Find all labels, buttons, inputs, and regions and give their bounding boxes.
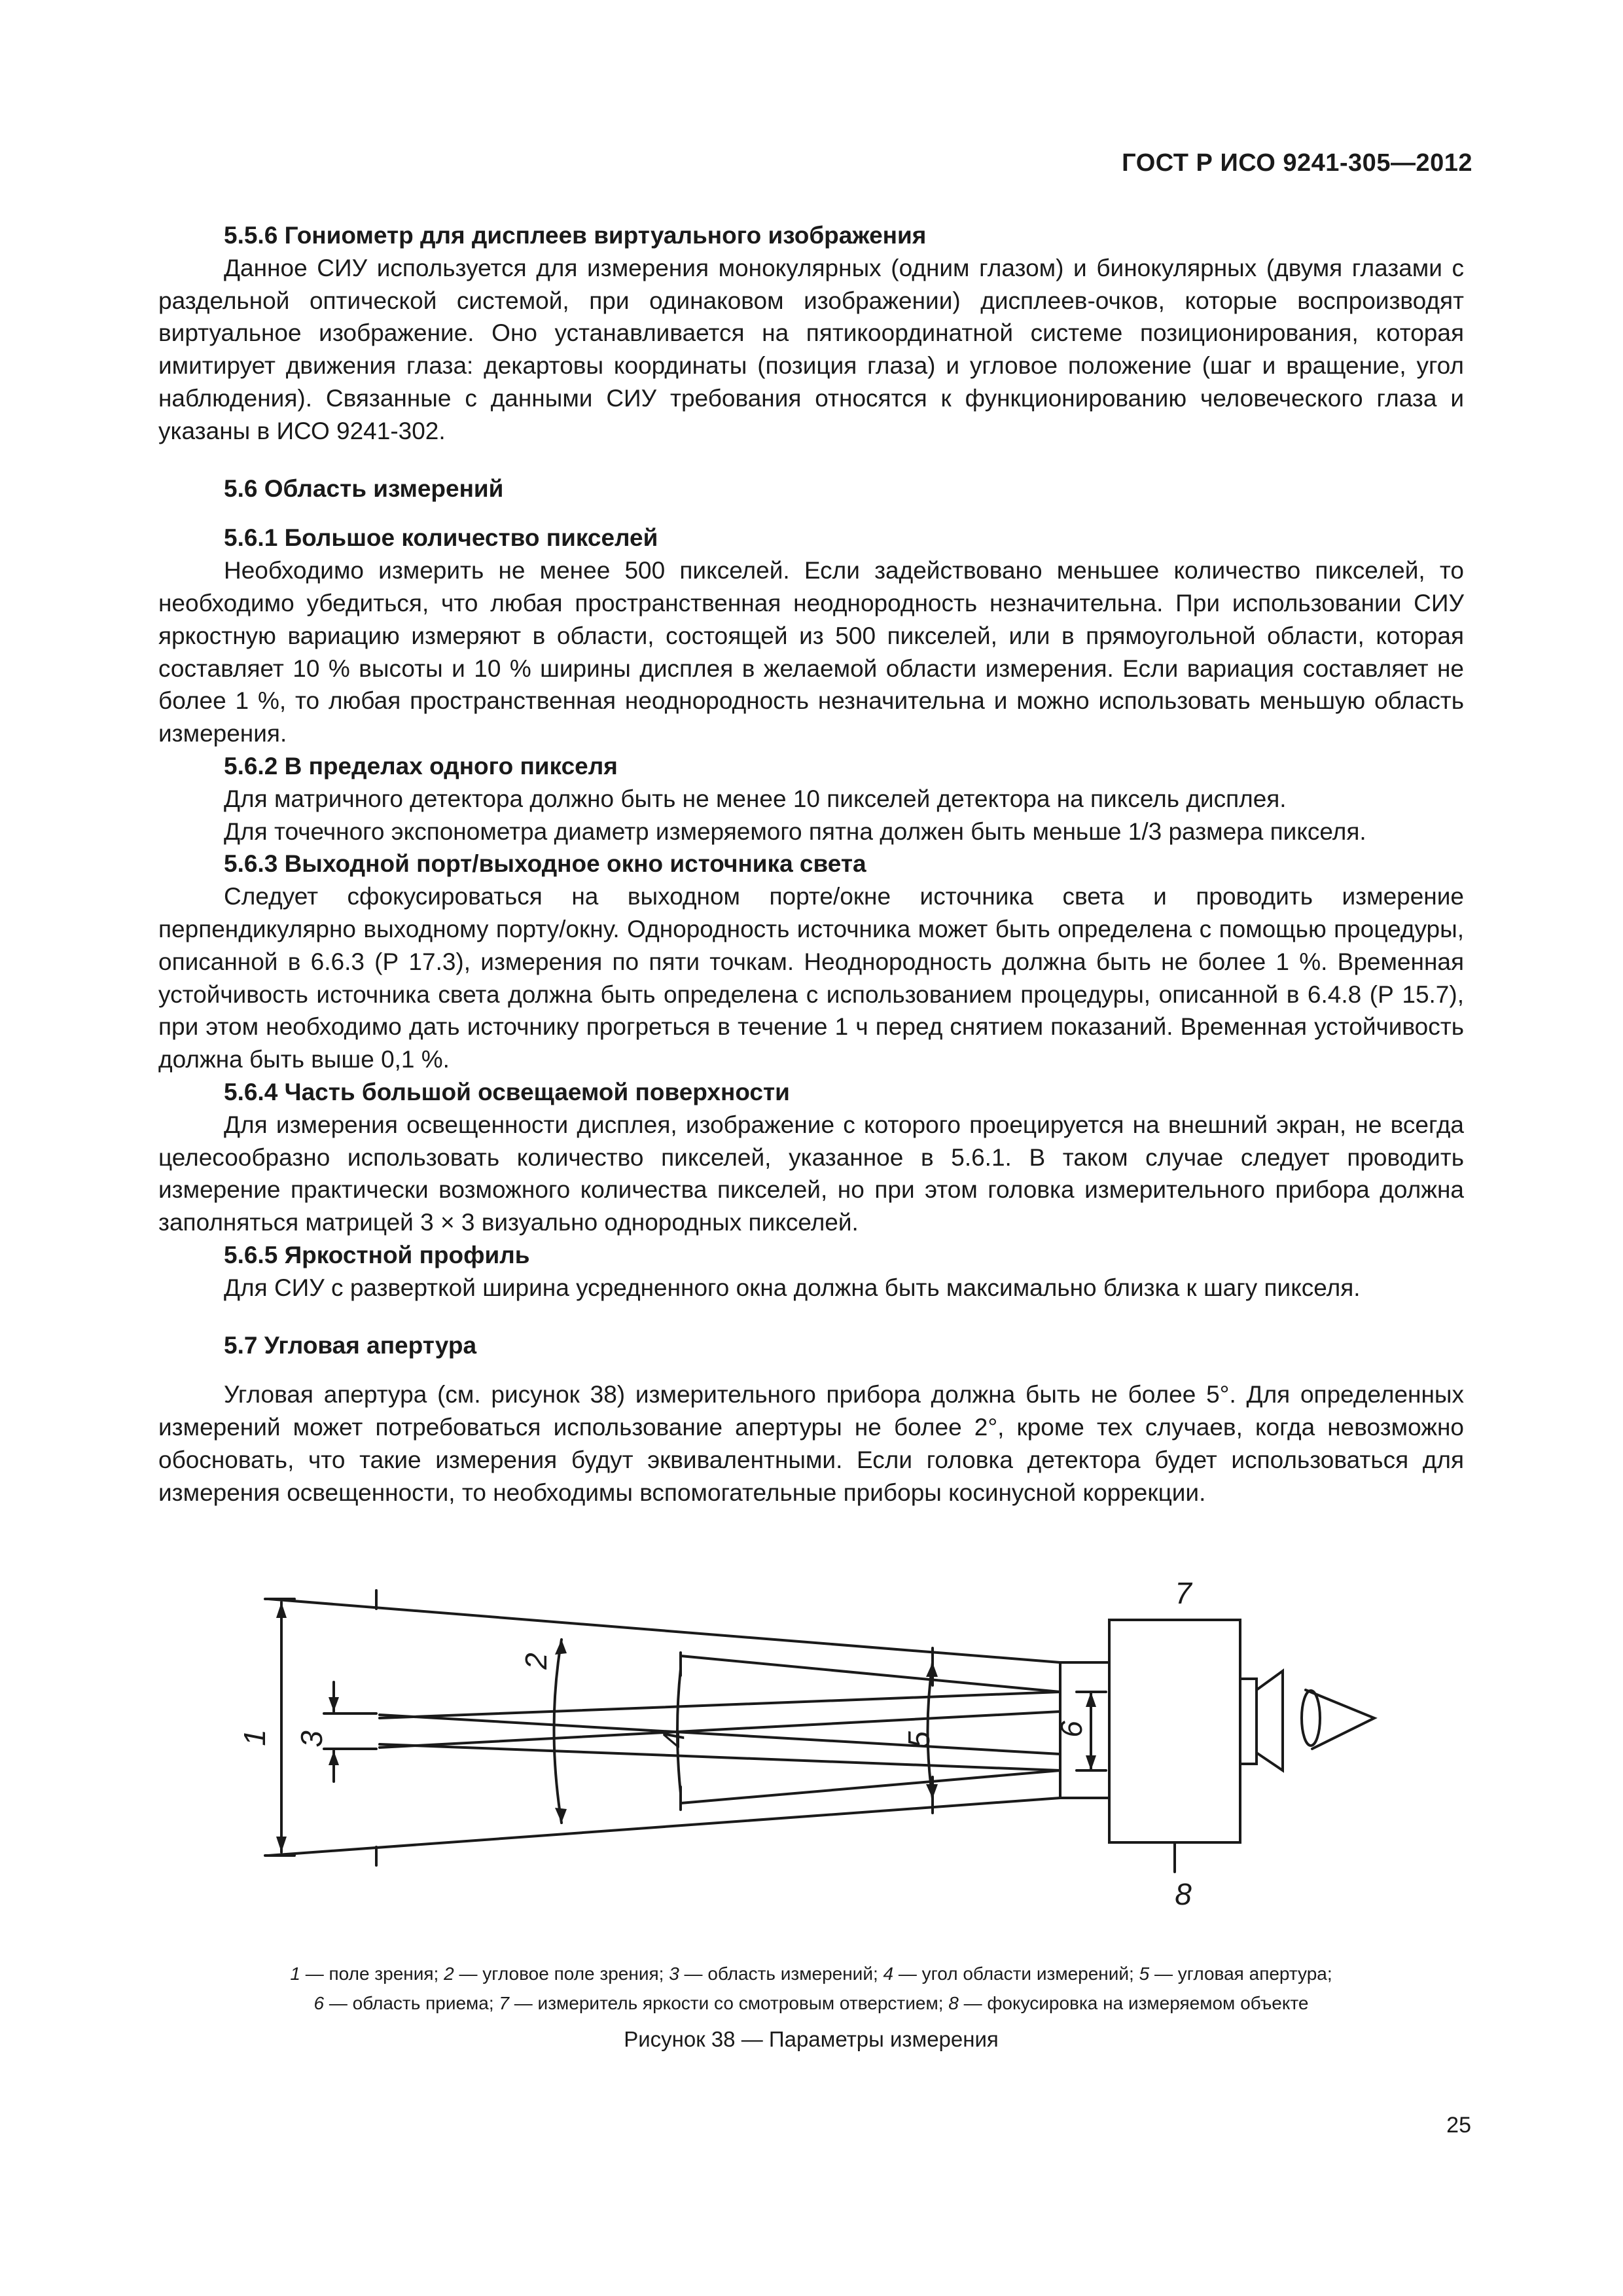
paragraph-5-7: Угловая апертура (см. рисунок 38) измерительного прибора должна быть не более 5°. Для определенных измерений может потребоваться использование апертуры не более 2°, кроме тех случаев, когда невозможно обосновать, что такие измерения будут эквивалентными. Если головка детектора будет использоваться для измерения освещенности, то необходимы вспомогательные приборы косинусной коррекции. bbox=[158, 1381, 1464, 1506]
legend-text-2: — угловое поле зрения; bbox=[454, 1964, 669, 1984]
legend-num-6: 6 bbox=[313, 1993, 325, 2013]
legend-line-2 bbox=[158, 1988, 1464, 2018]
paragraph-5-6-2-a: Для матричного детектора должно быть не менее 10 пикселей детектора на пиксель дисплея. bbox=[224, 785, 1287, 812]
figure-legend bbox=[158, 1959, 1464, 2018]
standard-header: ГОСТ Р ИСО 9241-305—2012 bbox=[1122, 149, 1472, 177]
page-number: 25 bbox=[1446, 2113, 1471, 2138]
heading-5-6-5: 5.6.5 Яркостной профиль bbox=[224, 1241, 530, 1268]
arrow-5-top bbox=[926, 1662, 938, 1677]
eyepiece-tube bbox=[1240, 1679, 1257, 1764]
arrow-6-bottom bbox=[1086, 1755, 1096, 1770]
figure-label-8: 8 bbox=[1175, 1877, 1192, 1911]
luminance-meter-body bbox=[1109, 1620, 1240, 1842]
legend-num-3: 3 bbox=[669, 1964, 679, 1984]
aperture-line-upper bbox=[681, 1656, 1060, 1692]
arrow-1-top bbox=[276, 1602, 287, 1618]
arrow-3-bottom bbox=[329, 1751, 339, 1765]
heading-5-6-1: 5.6.1 Большое количество пикселей bbox=[224, 524, 658, 552]
figure-label-1: 1 bbox=[238, 1729, 272, 1746]
legend-text-7: — измеритель яркости со смотровым отверстием; bbox=[509, 1993, 949, 2013]
legend-text-8: — фокусировка на измеряемом объекте bbox=[958, 1993, 1309, 2013]
legend-num-1: 1 bbox=[290, 1964, 300, 1984]
figure-label-7: 7 bbox=[1175, 1577, 1192, 1610]
fov-lower-line bbox=[268, 1798, 1060, 1856]
legend-text-5: — угловая апертура; bbox=[1149, 1964, 1332, 1984]
figure-label-6: 6 bbox=[1054, 1721, 1088, 1738]
heading-5-6: 5.6 Область измерений bbox=[224, 475, 504, 502]
arrow-1-bottom bbox=[276, 1837, 287, 1852]
paragraph-5-6-1: Необходимо измерить не менее 500 пикселей. Если задействовано меньшее количество пикселей, то необходимо убедиться, что любая пространственная неоднородность незначительна. При использовании СИУ яркостную вариацию измеряют в области, состоящей из 500 пикселей, или в прямоугольной области, которая составляет 10 % высоты и 10 % ширины дисплея в желаемой области измерения. Если вариация составляет не более 1 %, то любая пространственная неоднородность незначительна и можно использовать меньшую область измерения. bbox=[158, 557, 1464, 747]
paragraph-5-5-6: Данное СИУ используется для измерения монокулярных (одним глазом) и бинокулярных (двумя глазами с раздельной оптической системой, при одинаковом изображении) дисплеев-очков, которые воспроизводят виртуальное изображение. Оно устанавливается на пятикоординатной системе позиционирования, которая имитирует движения глаза: декартовы координаты (позиция глаза) и угловое положение (шаг и вращение, угол наблюдения). Связанные с данными СИУ требования относятся к функционированию человеческого глаза и указаны в ИСО 9241-302. bbox=[158, 254, 1464, 444]
heading-5-6-2: 5.6.2 В пределах одного пикселя bbox=[224, 752, 618, 780]
arrow-2-bottom bbox=[555, 1808, 567, 1823]
legend-text-1: — поле зрения; bbox=[300, 1964, 444, 1984]
eyepiece-cup bbox=[1257, 1671, 1283, 1770]
paragraph-5-6-3: Следует сфокусироваться на выходном порте/окне источника света и проводить измерение перпендикулярно выходному порту/окну. Однородность источника может быть определена с помощью процедуры, описанной в 6.6.3 (Р 17.3), измерения по пяти точкам. Неоднородность должна быть не более 1 %. Временная устойчивость источника света должна быть определена с использованием процедуры, описанной в 6.4.8 (Р 15.7), при этом необходимо дать источнику прогреться в течение 1 ч перед снятием показаний. Временная устойчивость должна быть выше 0,1 %. bbox=[158, 883, 1464, 1073]
legend-text-4: — угол области измерений; bbox=[893, 1964, 1139, 1984]
heading-5-6-4: 5.6.4 Часть большой освещаемой поверхности bbox=[224, 1078, 790, 1105]
fov-upper-line bbox=[268, 1599, 1060, 1662]
arc-2 bbox=[554, 1640, 562, 1823]
paragraph-5-6-5: Для СИУ с разверткой ширина усредненного окна должна быть максимально близка к шагу пикселя. bbox=[224, 1274, 1361, 1301]
area-line-3 bbox=[380, 1692, 1060, 1718]
legend-num-8: 8 bbox=[948, 1993, 959, 2013]
heading-5-6-3: 5.6.3 Выходной порт/выходное окно источника света bbox=[224, 850, 866, 878]
area-line-2 bbox=[380, 1712, 1060, 1748]
paragraph-5-6-4: Для измерения освещенности дисплея, изображение с которого проецируется на внешний экран, не всегда целесообразно использовать количество пикселей, указанное в 5.6.1. В таком случае следует проводить измерение практически возможного количества пикселей, но при этом головка измерительного прибора должна заполняться матрицей 3 × 3 визуально однородных пикселей. bbox=[158, 1111, 1464, 1236]
legend-num-7: 7 bbox=[499, 1993, 509, 2013]
heading-5-7: 5.7 Угловая апертура bbox=[224, 1331, 477, 1359]
figure-label-3: 3 bbox=[294, 1731, 329, 1748]
legend-num-5: 5 bbox=[1139, 1964, 1150, 1984]
legend-text-6: — область приема; bbox=[324, 1993, 499, 2013]
arrow-2-top bbox=[555, 1640, 567, 1655]
figure-38-diagram bbox=[0, 1577, 1623, 1944]
figure-caption: Рисунок 38 — Параметры измерения bbox=[624, 2027, 999, 2051]
figure-label-5: 5 bbox=[902, 1731, 936, 1748]
legend-num-2: 2 bbox=[444, 1964, 454, 1984]
aperture-line-lower bbox=[681, 1770, 1060, 1803]
legend-num-4: 4 bbox=[883, 1964, 894, 1984]
arrow-3-top bbox=[329, 1697, 339, 1712]
figure-label-4: 4 bbox=[656, 1731, 690, 1748]
arrow-6-top bbox=[1086, 1692, 1096, 1707]
body-text bbox=[158, 219, 1464, 1509]
arrow-5-bottom bbox=[926, 1784, 938, 1799]
heading-5-5-6: 5.5.6 Гониометр для дисплеев виртуального изображения bbox=[224, 222, 927, 249]
legend-text-3: — область измерений; bbox=[679, 1964, 883, 1984]
paragraph-5-6-2-b: Для точечного экспонометра диаметр измеряемого пятна должен быть меньше 1/3 размера пикселя. bbox=[224, 817, 1366, 845]
eye-lens bbox=[1302, 1691, 1320, 1746]
legend-line-1 bbox=[158, 1959, 1464, 1988]
figure-label-2: 2 bbox=[519, 1653, 553, 1670]
